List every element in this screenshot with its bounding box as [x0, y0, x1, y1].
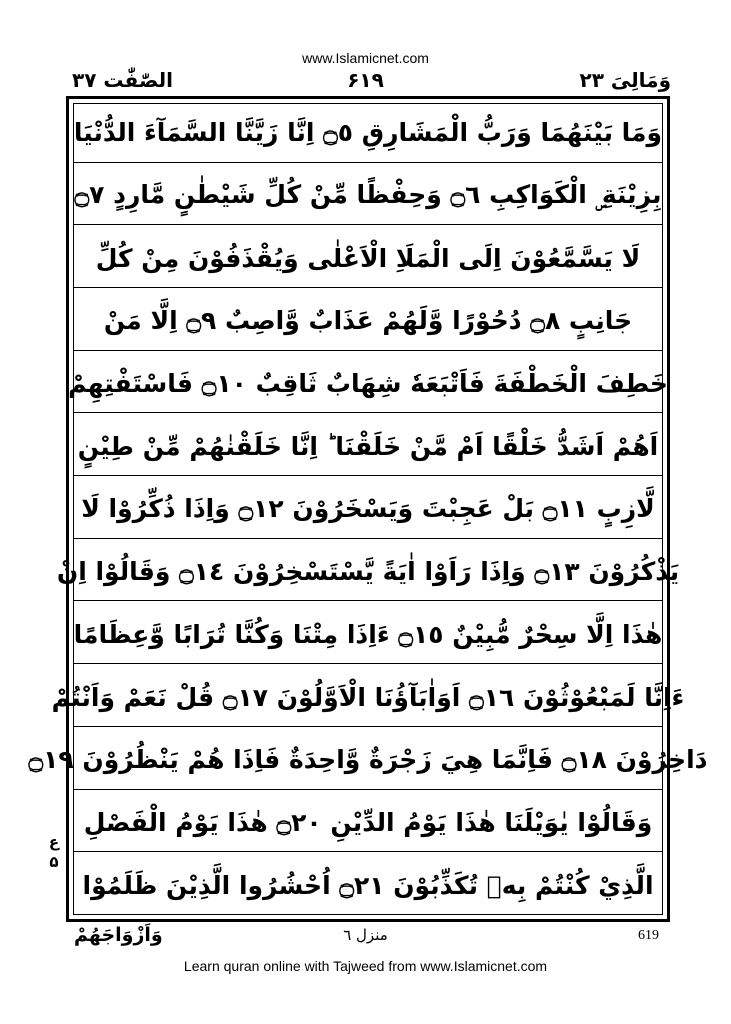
text-line: جَانِبٍ ۝٨ دُحُوْرًا وَّلَهُمْ عَذَابٌ وَّاصِبٌ ۝٩ اِلَّا مَنْ — [74, 292, 662, 351]
text-line: لَّازِبٍ ۝١١ بَلْ عَجِبْتَ وَيَسْخَرُوْنَ ۝١٢ وَاِذَا ذُكِّرُوْا لَا — [74, 480, 662, 539]
text-line: يَذْكُرُوْنَ ۝١٣ وَاِذَا رَاَوْا اٰيَةً يَّسْتَسْخِرُوْنَ ۝١٤ وَقَالُوْا اِنْ — [74, 543, 662, 602]
text-line: خَطِفَ الْخَطْفَةَ فَاَتْبَعَهٗ شِهَابٌ ثَاقِبٌ ۝١٠ فَاسْتَفْتِهِمْ — [74, 355, 662, 414]
text-line: اَهُمْ اَشَدُّ خَلْقًا اَمْ مَّنْ خَلَقْنَا ؕ اِنَّا خَلَقْنٰهُمْ مِّنْ طِيْنٍ — [74, 418, 662, 477]
text-line: لَا يَسَّمَّعُوْنَ اِلَى الْمَلَاِ الْاَعْلٰى وَيُقْذَفُوْنَ مِنْ كُلِّ — [74, 229, 662, 288]
footer-text: Learn quran online with Tajweed from www.Islamicnet.com — [183, 958, 548, 974]
manzil-label: منزل ٦ — [343, 926, 388, 944]
catchword: وَاَزْوَاجَهُمْ — [74, 924, 163, 946]
site-url: www.Islamicnet.com — [302, 50, 429, 66]
ruku-marker: ع ۵ — [48, 833, 60, 871]
surah-name: الصّٰفّٰت ۳۷ — [72, 68, 174, 92]
text-line: هٰذَا اِلَّا سِحْرٌ مُّبِيْنٌ ۝١٥ ءَاِذَا مِتْنَا وَكُنَّا تُرَابًا وَّعِظَامًا — [74, 606, 662, 665]
text-line: ءَاِنَّا لَمَبْعُوْثُوْنَ ۝١٦ اَوَاٰبَآؤُنَا الْاَوَّلُوْنَ ۝١٧ قُلْ نَعَمْ وَاَنْتُمْ — [74, 668, 662, 727]
text-line: وَقَالُوْا يٰوَيْلَنَا هٰذَا يَوْمُ الدِّيْنِ ۝٢٠ هٰذَا يَوْمُ الْفَصْلِ — [74, 794, 662, 853]
page-number: 619 — [638, 928, 659, 943]
text-line: دَاخِرُوْنَ ۝١٨ فَاِنَّمَا هِيَ زَجْرَةٌ وَّاحِدَةٌ فَاِذَا هُمْ يَنْظُرُوْنَ ۝١٩ — [74, 731, 662, 790]
text-line: بِزِيْنَةِ ۣ الْكَوَاكِبِ ۝٦ وَحِفْظًا مِّنْ كُلِّ شَيْطٰنٍ مَّارِدٍ ۝٧ — [74, 167, 662, 226]
text-line: وَمَا بَيْنَهُمَا وَرَبُّ الْمَشَارِقِ ۝٥ اِنَّا زَيَّنَّا السَّمَآءَ الدُّنْيَا — [74, 104, 662, 163]
text-line: الَّذِيْ كُنْتُمْ بِهٖ تُكَذِّبُوْنَ ۝٢١ اُحْشُرُوا الَّذِيْنَ ظَلَمُوْا — [82, 871, 654, 901]
para-name: وَمَالِیَ ۲۳ — [579, 68, 671, 92]
page-number-arabic: ۶۱۹ — [347, 68, 384, 92]
